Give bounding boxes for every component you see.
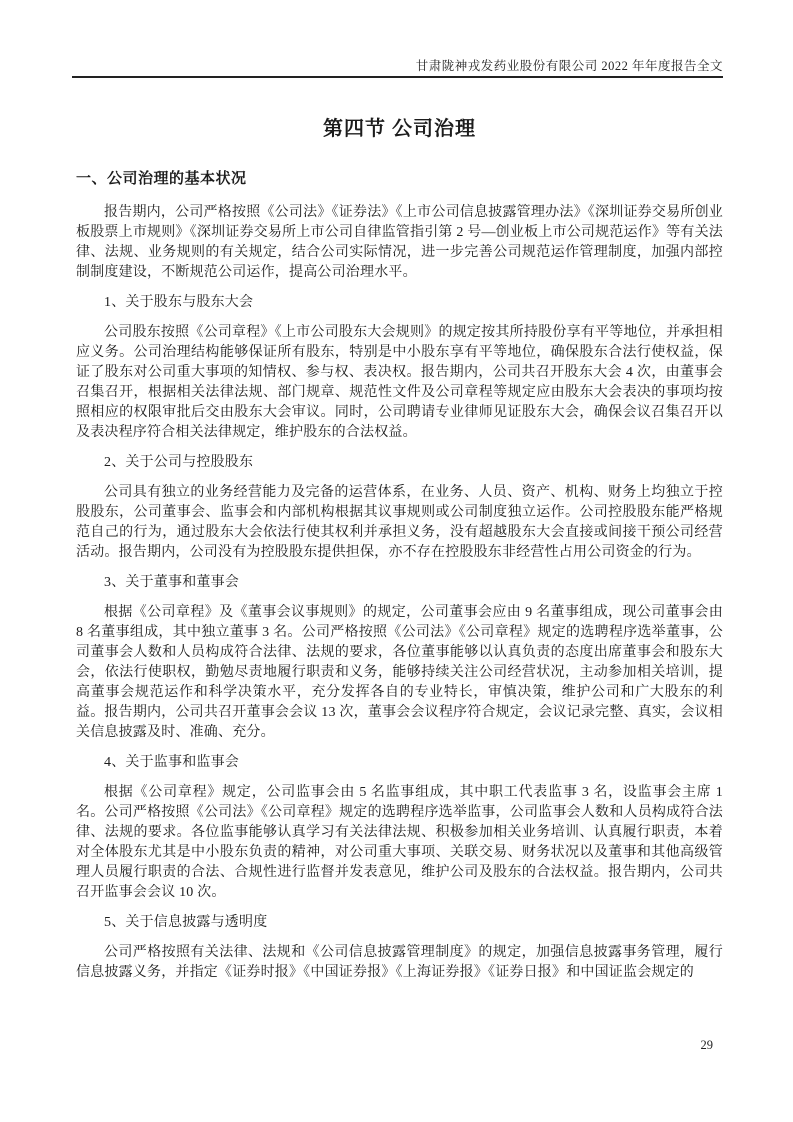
header-text: 甘肃陇神戎发药业股份有限公司 2022 年年度报告全文	[415, 59, 723, 73]
body-subheading: 3、关于董事和董事会	[104, 575, 239, 590]
page-header	[72, 56, 723, 74]
body-content	[76, 203, 723, 983]
body-paragraph: 公司具有独立的业务经营能力及完备的运营体系，在业务、人员、资产、机构、财务上均独立于控股股东，公司董事会、监事会和内部机构根据其议事规则或公司制度独立运作。公司控股股东能严格规范自己的行为，通过股东大会依法行使其权利并承担义务，没有超越股东大会直接或间接干预公司经营活动。报告期内，公司没有为控股股东提供担保，亦不存在控股股东非经营性占用公司资金的行为。	[76, 485, 723, 560]
body-paragraph: 根据《公司章程》规定，公司监事会由 5 名监事组成，其中职工代表监事 3 名，设监事会主席 1 名。公司严格按照《公司法》《公司章程》规定的选聘程序选举监事，公司监事会人数和人员构成符合法律、法规的要求。各位监事能够认真学习有关法律法规、积极参加相关业务培训、认真履行职责，本着对全体股东尤其是中小股东负责的精神，对公司重大事项、关联交易、财务状况以及董事和其他高级管理人员履行职责的合法、合规性进行监督并发表意见，维护公司及股东的合法权益。报告期内，公司共召开监事会会议 10 次。	[76, 785, 723, 900]
document-title: 第四节 公司治理	[323, 118, 476, 140]
body-subheading: 1、关于股东与股东大会	[104, 295, 254, 310]
section-heading: 一、公司治理的基本状况	[76, 171, 247, 187]
body-paragraph: 公司严格按照有关法律、法规和《公司信息披露管理制度》的规定，加强信息披露事务管理，履行信息披露义务，并指定《证券时报》《中国证券报》《上海证券报》《证券日报》和中国证监会规定的	[76, 945, 723, 980]
page-content	[76, 76, 723, 993]
body-subheading: 4、关于监事和监事会	[104, 755, 239, 770]
body-paragraph: 公司股东按照《公司章程》《上市公司股东大会规则》的规定按其所持股份享有平等地位，并承担相应义务。公司治理结构能够保证所有股东，特别是中小股东享有平等地位，确保股东合法行使权益，保证了股东对公司重大事项的知情权、参与权、表决权。报告期内，公司共召开股东大会 4 次，由董事会召集召开，根据相关法律法规、部门规章、规范性文件及公司章程等规定应由股东大会表决的事项均按照相应的权限审批后交由股东大会审议。同时，公司聘请专业律师见证股东大会，确保会议召集召开以及表决程序符合相关法律规定，维护股东的合法权益。	[76, 325, 723, 440]
body-paragraph: 根据《公司章程》及《董事会议事规则》的规定，公司董事会应由 9 名董事组成，现公司董事会由 8 名董事组成，其中独立董事 3 名。公司严格按照《公司法》《公司章程》规定的选聘程序选举董事，公司董事会人数和人员构成符合法律、法规的要求，各位董事能够以认真负责的态度出席董事会和股东大会，依法行使职权，勤勉尽责地履行职责和义务，能够持续关注公司经营状况，主动参加相关培训，提高董事会规范运作和科学决策水平，充分发挥各自的专业特长，审慎决策，维护公司和广大股东的利益。报告期内，公司共召开董事会会议 13 次，董事会会议程序符合规定，会议记录完整、真实，会议相关信息披露及时、准确、充分。	[76, 605, 723, 740]
body-paragraph: 报告期内，公司严格按照《公司法》《证券法》《上市公司信息披露管理办法》《深圳证券交易所创业板股票上市规则》《深圳证券交易所上市公司自律监管指引第 2 号—创业板上市公司规范运作》等有关法律、法规、业务规则的有关规定，结合公司实际情况，进一步完善公司规范运作管理制度，加强内部控制制度建设，不断规范公司运作，提高公司治理水平。	[76, 205, 723, 280]
page-number: 29	[700, 1038, 713, 1052]
body-subheading: 5、关于信息披露与透明度	[104, 915, 268, 930]
body-subheading: 2、关于公司与控股股东	[104, 455, 254, 470]
